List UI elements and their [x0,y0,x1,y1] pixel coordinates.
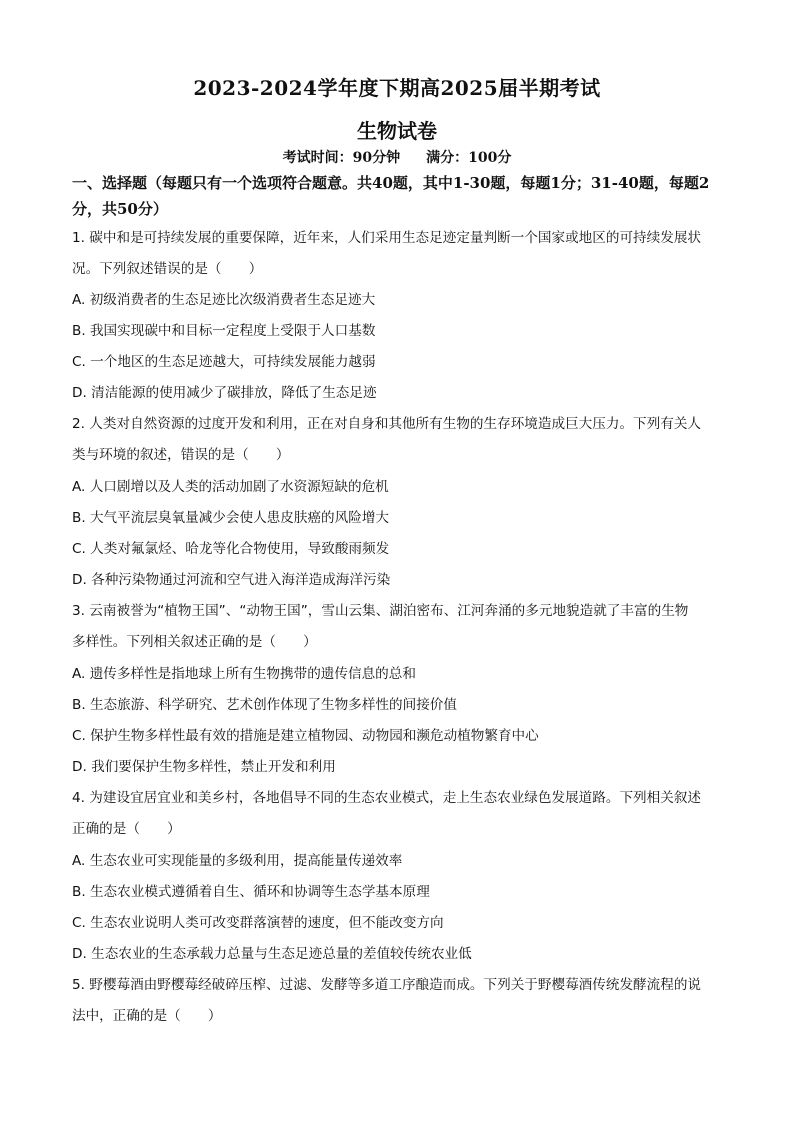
question-3-option-b: B. 生态旅游、科学研究、艺术创作体现了生物多样性的间接价值 [72,697,457,713]
question-2-option-d: D. 各种污染物通过河流和空气进入海洋造成海洋污染 [72,572,391,588]
section-heading: 一、选择题（每题只有一个选项符合题意。共40题，其中1-30题，每题1分；31-40题，每题2分，共50分） [72,174,710,218]
question-1-option-c: C. 一个地区的生态足迹越大，可持续发展能力越弱 [72,354,376,370]
question-3-stem-line-1: 3. 云南被誉为“植物王国”、“动物王国”，雪山云集、湖泊密布、江河奔涌的多元地貌造就了丰富的生物 [72,603,689,619]
question-2-option-b: B. 大气平流层臭氧量减少会使人患皮肤癌的风险增大 [72,510,390,526]
question-4-stem-line-2: 正确的是（ ） [72,821,181,837]
question-1-option-a: A. 初级消费者的生态足迹比次级消费者生态足迹大 [72,292,376,308]
question-2-option-c: C. 人类对氟氯烃、哈龙等化合物使用，导致酸雨频发 [72,541,390,557]
question-1-option-b: B. 我国实现碳中和目标一定程度上受限于人口基数 [72,323,376,339]
exam-meta [0,147,794,167]
exam-subject: 生物试卷 [357,119,437,143]
question-5-stem-line-1: 5. 野樱莓酒由野樱莓经破碎压榨、过滤、发酵等多道工序酿造而成。下列关于野樱莓酒传统发酵流程的说 [72,977,702,993]
question-2-stem-line-2: 类与环境的叙述，错误的是（ ） [72,447,290,463]
question-1-option-d: D. 清洁能源的使用减少了碳排放，降低了生态足迹 [72,385,377,401]
question-4-stem-line-1: 4. 为建设宜居宜业和美乡村，各地倡导不同的生态农业模式，走上生态农业绿色发展道路。下列相关叙述 [72,790,702,806]
question-3-stem-line-2: 多样性。下列相关叙述正确的是（ ） [72,634,317,650]
question-1-stem-line-2: 况。下列叙述错误的是（ ） [72,261,263,277]
exam-score: 满分：100分 [426,150,512,166]
question-3-option-c: C. 保护生物多样性最有效的措施是建立植物园、动物园和濒危动植物繁育中心 [72,728,539,744]
question-4-option-d: D. 生态农业的生态承载力总量与生态足迹总量的差值较传统农业低 [72,946,472,962]
question-4-option-c: C. 生态农业说明人类可改变群落演替的速度，但不能改变方向 [72,915,444,931]
question-4-option-a: A. 生态农业可实现能量的多级利用，提高能量传递效率 [72,853,403,869]
question-2-option-a: A. 人口剧增以及人类的活动加剧了水资源短缺的危机 [72,479,389,495]
question-3-option-a: A. 遗传多样性是指地球上所有生物携带的遗传信息的总和 [72,666,416,682]
question-1-stem-line-1: 1. 碳中和是可持续发展的重要保障，近年来，人们采用生态足迹定量判断一个国家或地区的可持续发展状 [72,230,702,246]
exam-title: 2023-2024学年度下期高2025届半期考试 [193,76,601,100]
question-2-stem-line-1: 2. 人类对自然资源的过度开发和利用，正在对自身和其他所有生物的生存环境造成巨大压力。下列有关人 [72,416,702,432]
exam-time: 考试时间：90分钟 [282,150,401,166]
question-4-option-b: B. 生态农业模式遵循着自生、循环和协调等生态学基本原理 [72,884,430,900]
question-5-stem-line-2: 法中，正确的是（ ） [72,1008,222,1024]
question-3-option-d: D. 我们要保护生物多样性，禁止开发和利用 [72,759,336,775]
